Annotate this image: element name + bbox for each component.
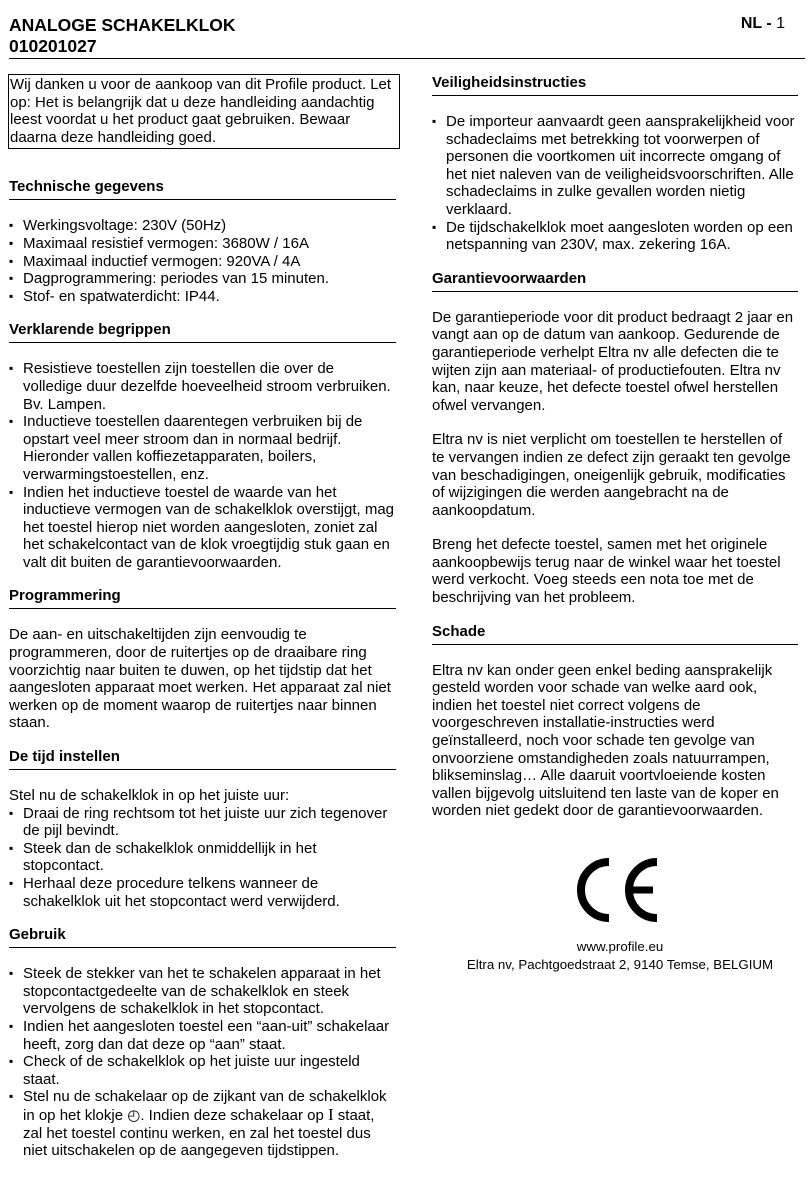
programming-heading: Programmering xyxy=(9,587,396,609)
tech-heading: Technische gegevens xyxy=(9,178,396,200)
list-item: ▪ Steek de stekker van het te schakelen apparaat in het stopcontactgedeelte van de schakelklok en steek vervolgens de schakelklok in het stopcontact. xyxy=(9,965,396,1018)
footer-url: www.profile.eu xyxy=(576,939,664,954)
list-item: ▪ De tijdschakelklok moet aangesloten worden op een netspanning van 230V, max. zekering 16A. xyxy=(432,219,798,254)
header-divider xyxy=(9,58,805,59)
usage-last-a: Stel nu de schakelaar op de zijkant van de schakelklok in op het klokje xyxy=(23,1088,387,1124)
usage-last-c: staat, zal het toestel continu werken, en zal het toestel dus niet uitschakelen op de aangegeven tijdstippen. xyxy=(23,1106,375,1160)
settime-lead: Stel nu de schakelklok in op het juiste uur: xyxy=(9,787,290,805)
warranty-p1: De garantieperiode voor dit product bedraagt 2 jaar en vangt aan op de datum van aankoop. Gedurende de garantieperiode verhelpt Eltra nv alle defecten die te wijten zijn aan materiaal- of productiefouten. Eltra nv kan, naar keuze, het defecte toestel ofwel herstellen ofwel vervangen. xyxy=(432,308,794,414)
safety-list xyxy=(432,113,798,254)
terms-list xyxy=(9,360,396,571)
document-title: ANALOGE SCHAKELKLOK xyxy=(9,15,236,35)
settime-list xyxy=(9,805,396,911)
language-code: NL - xyxy=(740,15,772,32)
intro-text: Wij danken u voor de aankoop van dit Profile product. Let op: Het is belangrijk dat u deze handleiding aandachtig leest voordat u het product gaat gebruiken. Bewaar daarna deze handleiding goed. xyxy=(10,76,392,146)
right-column xyxy=(432,74,798,820)
damage-heading: Schade xyxy=(432,623,798,645)
list-item: ▪ Dagprogrammering: periodes van 15 minuten. xyxy=(9,270,396,288)
on-symbol: I xyxy=(327,1104,334,1124)
list-item: ▪ Indien het inductieve toestel de waarde van het inductieve vermogen van de schakelklok overstijgt, mag het toestel hierop niet worden aangesloten, zoniet zal het schakelcontact van de klok vroegtijdig stuk gaan en valt dit buiten de garantievoorwaarden. xyxy=(9,484,396,572)
footer-address: Eltra nv, Pachtgoedstraat 2, 9140 Temse, BELGIUM xyxy=(466,957,774,972)
usage-list xyxy=(9,965,396,1160)
left-column xyxy=(9,74,396,1160)
product-code: 010201027 xyxy=(9,36,97,56)
list-item: ▪ Resistieve toestellen zijn toestellen die over de volledige duur dezelfde hoeveelheid stroom verbruiken. Bv. Lampen. xyxy=(9,360,396,413)
usage-last-b: . Indien deze schakelaar op xyxy=(140,1106,328,1124)
usage-heading: Gebruik xyxy=(9,926,396,948)
list-item: ▪ Werkingsvoltage: 230V (50Hz) xyxy=(9,217,396,235)
intro-box xyxy=(8,74,400,149)
page-number: 1 xyxy=(776,15,785,32)
warranty-p3: Breng het defecte toestel, samen met het originele aankoopbewijs terug naar de winkel waar het toestel werd verkocht. Voeg steeds een nota toe met de beschrijving van het probleem. xyxy=(432,536,781,607)
list-item: ▪ Maximaal inductief vermogen: 920VA / 4A xyxy=(9,253,396,271)
damage-text: Eltra nv kan onder geen enkel beding aansprakelijk gesteld worden voor schade van welke aard ook, indien het toestel niet correct volgens de voorgeschreven installatie-instructies werd geïnstalleerd, noch voor schade ten gevolge van onvoorziene omstandigheden zoals natuurrampen, blikseminslag… Alle daaruit voortvloeiende kosten vallen bijgevolg uitsluitend ten laste van de koper en worden niet gedekt door de garantievoorwaarden. xyxy=(432,661,779,820)
safety-heading: Veiligheidsinstructies xyxy=(432,74,798,96)
list-item: ▪ Steek dan de schakelklok onmiddellijk in het stopcontact. xyxy=(9,840,396,875)
warranty-p2: Eltra nv is niet verplicht om toestellen te herstellen of te vervangen indien ze defect zijn geraakt ten gevolge van beschadigingen, oneigenlijk gebruik, modificaties of wijzigingen die werden aangebracht na de aankoopdatum. xyxy=(432,431,791,519)
warranty-heading: Garantievoorwaarden xyxy=(432,270,798,292)
list-item: ▪ Check of de schakelklok op het juiste uur ingesteld staat. xyxy=(9,1053,396,1088)
terms-heading: Verklarende begrippen xyxy=(9,321,396,343)
list-item: ▪ De importeur aanvaardt geen aansprakelijkheid voor schadeclaims met betrekking tot voorwerpen of personen die voortkomen uit incorrecte omgang of het niet naleven van de veiligheidsvoorschriften. Alle schadeclaims in zulke gevallen worden nietig verklaard. xyxy=(432,113,798,219)
settime-heading: De tijd instellen xyxy=(9,748,396,770)
list-item: ▪ Maximaal resistief vermogen: 3680W / 16A xyxy=(9,235,396,253)
list-item: ▪ Draai de ring rechtsom tot het juiste uur zich tegenover de pijl bevindt. xyxy=(9,805,396,840)
list-item: ▪ Stof- en spatwaterdicht: IP44. xyxy=(9,288,396,306)
list-item: ▪ Indien het aangesloten toestel een “aan-uit” schakelaar heeft, zorg dan dat deze op “aan” staat. xyxy=(9,1018,396,1053)
clock-icon: ◴ xyxy=(127,1106,141,1124)
tech-list xyxy=(9,217,396,305)
programming-text: De aan- en uitschakeltijden zijn eenvoudig te programmeren, door de ruitertjes op de draaibare ring voorzichtig naar buiten te duwen, op het tijdstip dat het aangesloten apparaat moet werken. Het apparaat zal niet werken op de moment waarop de ruitertjes naar binnen staan. xyxy=(9,626,391,732)
list-item: ▪ Herhaal deze procedure telkens wanneer de schakelklok uit het stopcontact werd verwijderd. xyxy=(9,875,396,910)
list-item xyxy=(9,1088,396,1159)
ce-mark-icon xyxy=(573,856,661,924)
list-item: ▪ Inductieve toestellen daarentegen verbruiken bij de opstart veel meer stroom dan in normaal bedrijf. Hieronder vallen koffiezetapparaten, boilers, verwarmingstoestellen, enz. xyxy=(9,413,396,483)
page-indicator xyxy=(741,15,785,33)
